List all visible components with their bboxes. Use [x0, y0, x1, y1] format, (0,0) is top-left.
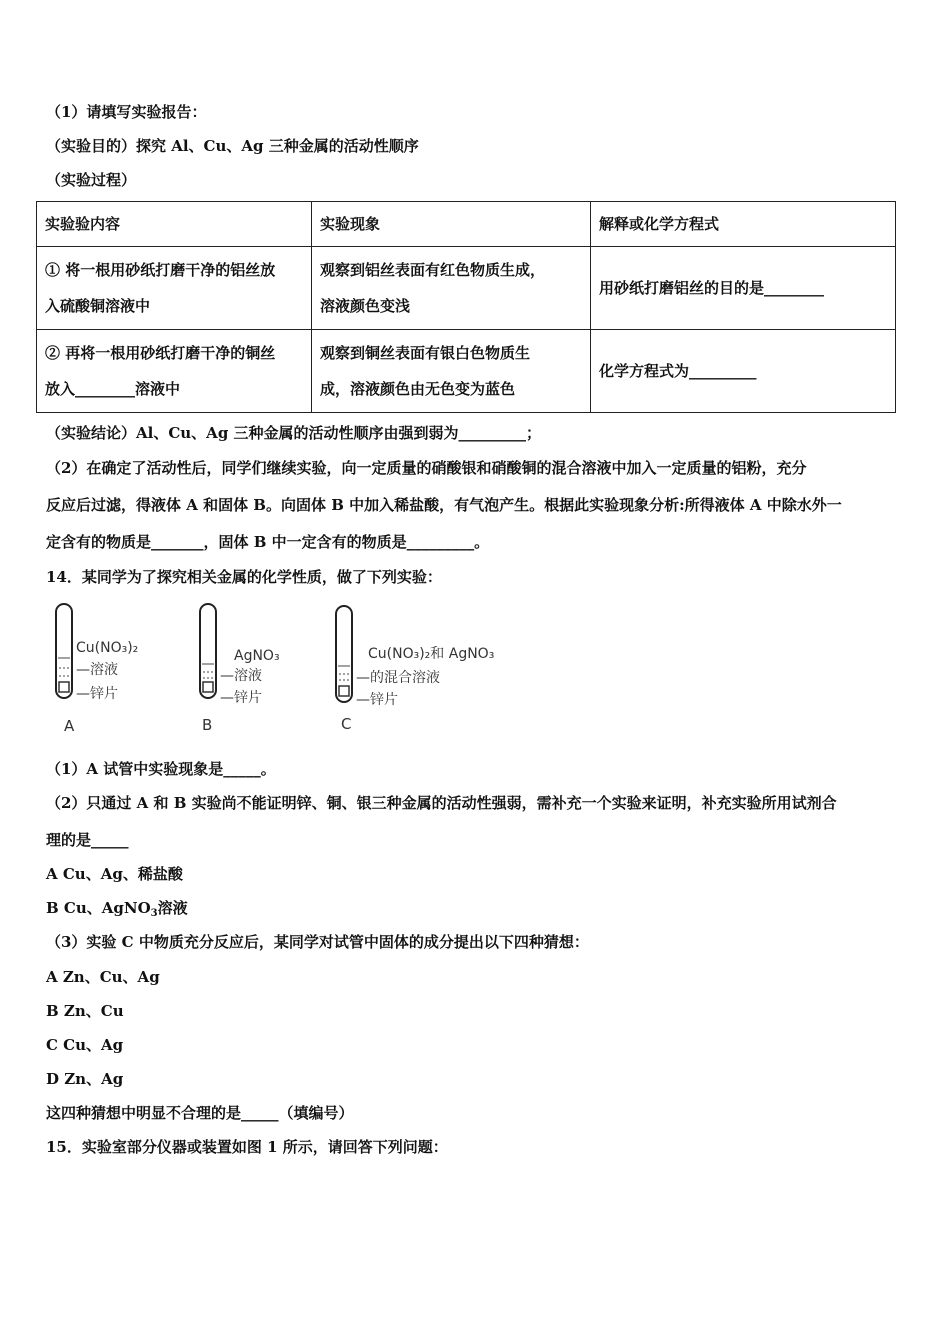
- q14-part1: （1）A 试管中实验现象是_____。: [46, 760, 276, 778]
- q14-part3-option-b: B Zn、Cu: [46, 1002, 124, 1020]
- row2-content: [37, 330, 312, 413]
- table-header-row: [37, 202, 896, 247]
- tube-c-label: C: [341, 715, 352, 733]
- part2-line1: （2）在确定了活动性后，同学们继续实验，向一定质量的硝酸银和硝酸铜的混合溶液中加入一定质量的铝粉，充分: [46, 459, 807, 477]
- row2-phenomenon-line2: 成，溶液颜色由无色变为蓝色: [320, 380, 516, 398]
- row1-phenomenon-line1: 观察到铝丝表面有红色物质生成，: [320, 261, 546, 279]
- tube-b-metal-label: —锌片: [220, 690, 262, 706]
- row2-explanation: 化学方程式为_________: [591, 330, 896, 413]
- test-tube-c: [336, 606, 494, 733]
- table-row: [37, 330, 896, 413]
- tube-a-solution-label2: —溶液: [76, 662, 118, 678]
- part2-line2: 反应后过滤，得液体 A 和固体 B。向固体 B 中加入稀盐酸，有气泡产生。根据此实验现象分析:所得液体 A 中除水外一: [46, 496, 842, 514]
- experiment-purpose: （实验目的）探究 Al、Cu、Ag 三种金属的活动性顺序: [46, 137, 419, 155]
- tube-a-solution-label1: Cu(NO₃)₂: [76, 640, 139, 656]
- option-b-tail: 溶液: [157, 899, 188, 917]
- row1-content-line2: 入硫酸铜溶液中: [45, 297, 151, 315]
- row1-phenomenon-line2: 溶液颜色变浅: [320, 297, 411, 315]
- row1-explanation: 用砂纸打磨铝丝的目的是________: [591, 247, 896, 330]
- part2-line3: 定含有的物质是_______，固体 B 中一定含有的物质是_________。: [46, 533, 490, 551]
- table-row: [37, 247, 896, 330]
- option-b-subscript: 3: [150, 908, 158, 919]
- experiment-table: [36, 201, 896, 413]
- experiment-conclusion: （实验结论）Al、Cu、Ag 三种金属的活动性顺序由强到弱为_________；: [46, 424, 542, 442]
- test-tube-b: [200, 604, 280, 734]
- row2-content-line2: 放入________溶液中: [45, 380, 181, 398]
- q14-part2-option-a: A Cu、Ag、稀盐酸: [46, 865, 183, 883]
- tube-a-zinc: [59, 682, 69, 692]
- header-content: 实验验内容: [37, 202, 312, 247]
- q14-part2-line2: 理的是_____: [46, 831, 129, 849]
- option-b-main: B Cu、AgNO: [46, 899, 151, 917]
- tube-c-solution-label2: —的混合溶液: [356, 670, 440, 686]
- q14-part3: （3）实验 C 中物质充分反应后，某同学对试管中固体的成分提出以下四种猜想：: [46, 933, 589, 951]
- tube-a-label: A: [64, 717, 75, 735]
- question-15-title: 15．实验室部分仪器或装置如图 1 所示，请回答下列问题：: [46, 1138, 448, 1156]
- tube-c-zinc: [339, 686, 349, 696]
- tube-b-label: B: [202, 716, 213, 734]
- header-phenomenon: 实验现象: [312, 202, 591, 247]
- q14-part2-option-b: [46, 898, 188, 924]
- row2-phenomenon-line1: 观察到铜丝表面有银白色物质生: [320, 344, 531, 362]
- q14-part3-option-a: A Zn、Cu、Ag: [46, 968, 160, 986]
- row1-phenomenon: [312, 247, 591, 330]
- q14-part3-question: 这四种猜想中明显不合理的是_____（填编号）: [46, 1104, 354, 1122]
- part1-title: （1）请填写实验报告：: [46, 103, 207, 121]
- tube-a-metal-label: —锌片: [76, 686, 118, 702]
- test-tube-figure: [46, 598, 526, 738]
- tube-b-solution-label1: AgNO₃: [234, 648, 280, 664]
- test-tube-a: [56, 604, 138, 735]
- q14-part2-line1: （2）只通过 A 和 B 实验尚不能证明锌、铜、银三种金属的活动性强弱，需补充一个实验来证明，补充实验所用试剂合: [46, 794, 837, 812]
- experiment-process: （实验过程）: [46, 171, 137, 189]
- question-14-title: 14．某同学为了探究相关金属的化学性质，做了下列实验：: [46, 568, 442, 586]
- row2-content-line1: ② 再将一根用砂纸打磨干净的铜丝: [45, 344, 276, 362]
- tube-b-solution-label2: —溶液: [220, 668, 262, 684]
- row2-phenomenon: [312, 330, 591, 413]
- q14-part3-option-d: D Zn、Ag: [46, 1070, 124, 1088]
- header-explanation: 解释或化学方程式: [591, 202, 896, 247]
- q14-part3-option-c: C Cu、Ag: [46, 1036, 124, 1054]
- row1-content: [37, 247, 312, 330]
- tube-c-metal-label: —锌片: [356, 692, 398, 708]
- row1-content-line1: ① 将一根用砂纸打磨干净的铝丝放: [45, 261, 276, 279]
- tube-b-zinc: [203, 682, 213, 692]
- tube-c-solution-label1: Cu(NO₃)₂和 AgNO₃: [368, 646, 495, 662]
